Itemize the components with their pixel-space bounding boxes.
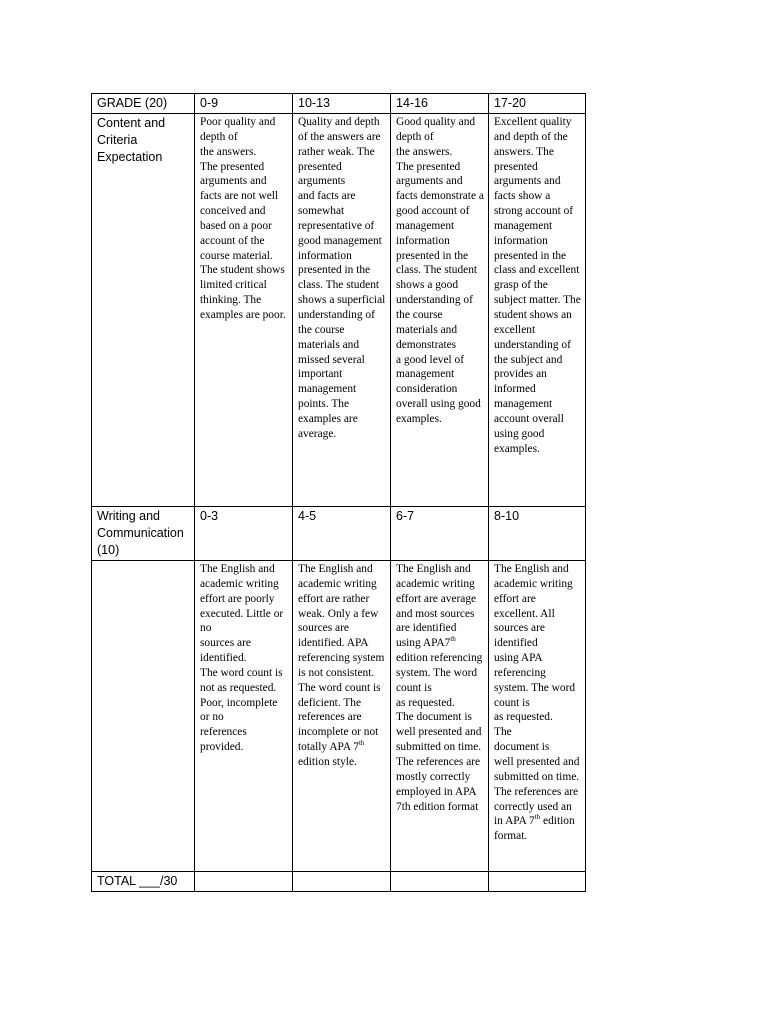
writing-description-row xyxy=(92,561,586,872)
content-criteria-row xyxy=(92,114,586,507)
header-row xyxy=(92,94,586,114)
writing-description-text: The English and academic writing effort are excellent. All sources are identified using APA referencing system. The word count is as requested. The document is well presented and submitted on time. The references are correctly used an in APA 7 xyxy=(494,563,580,828)
empty-cell xyxy=(489,872,586,892)
grading-rubric-table xyxy=(91,93,586,892)
total-label: TOTAL ___/30 xyxy=(92,872,195,892)
writing-description-text: edition format. xyxy=(494,815,575,843)
writing-description-cell xyxy=(293,561,391,872)
empty-cell xyxy=(391,872,489,892)
writing-criterion-label: Writing and Communication (10) xyxy=(92,507,195,561)
content-description-cell: Excellent quality and depth of the answers. The presented arguments and facts show a strong account of management information presented in the class and excellent grasp of the subject matter. The student shows an excellent understanding of the subject and provides an informed management account overall using good examples. xyxy=(489,114,586,507)
writing-description-text: The English and academic writing effort are rather weak. Only a few sources are identified. APA referencing system is not consistent. The word count is deficient. The references are incomplete or not totally APA 7 xyxy=(298,563,385,754)
content-description-cell: Poor quality and depth of the answers. The presented arguments and facts are not well conceived and based on a poor account of the course material. The student shows limited critical thinking. The examples are poor. xyxy=(195,114,293,507)
superscript: th xyxy=(534,813,541,822)
range-header: 14-16 xyxy=(391,94,489,114)
writing-description-text: edition referencing system. The word count is as requested. The document is well presented and submitted on time. The references are mostly correctly employed in APA 7th edition format xyxy=(396,652,483,813)
range-header: 0-9 xyxy=(195,94,293,114)
grade-header: GRADE (20) xyxy=(92,94,195,114)
writing-range: 0-3 xyxy=(195,507,293,561)
content-description-cell: Good quality and depth of the answers. The presented arguments and facts demonstrate a good account of management information presented in the class. The student shows a good understanding of the course materials and demonstrates a good level of management consideration overall using good examples. xyxy=(391,114,489,507)
total-row xyxy=(92,872,586,892)
superscript: th xyxy=(358,739,365,748)
range-header: 17-20 xyxy=(489,94,586,114)
content-criterion-label: Content and Criteria Expectation xyxy=(92,114,195,507)
range-header: 10-13 xyxy=(293,94,391,114)
writing-description-cell xyxy=(489,561,586,872)
writing-description-text: The English and academic writing effort are average and most sources are identified using APA7 xyxy=(396,563,477,650)
empty-cell xyxy=(195,872,293,892)
writing-range: 4-5 xyxy=(293,507,391,561)
empty-cell xyxy=(92,561,195,872)
content-description-cell: Quality and depth of the answers are rather weak. The presented arguments and facts are somewhat representative of good management information presented in the class. The student shows a superficial understanding of the course materials and missed several important management points. The examples are average. xyxy=(293,114,391,507)
writing-description-text: edition style. xyxy=(298,755,357,768)
superscript: th xyxy=(450,635,456,644)
writing-range: 6-7 xyxy=(391,507,489,561)
writing-description-cell xyxy=(391,561,489,872)
writing-range: 8-10 xyxy=(489,507,586,561)
empty-cell xyxy=(293,872,391,892)
writing-description-cell xyxy=(195,561,293,872)
writing-description-text: The English and academic writing effort are poorly executed. Little or no sources are identified. The word count is not as requested. Poor, incomplete or no references provided. xyxy=(200,563,284,754)
writing-header-row xyxy=(92,507,586,561)
